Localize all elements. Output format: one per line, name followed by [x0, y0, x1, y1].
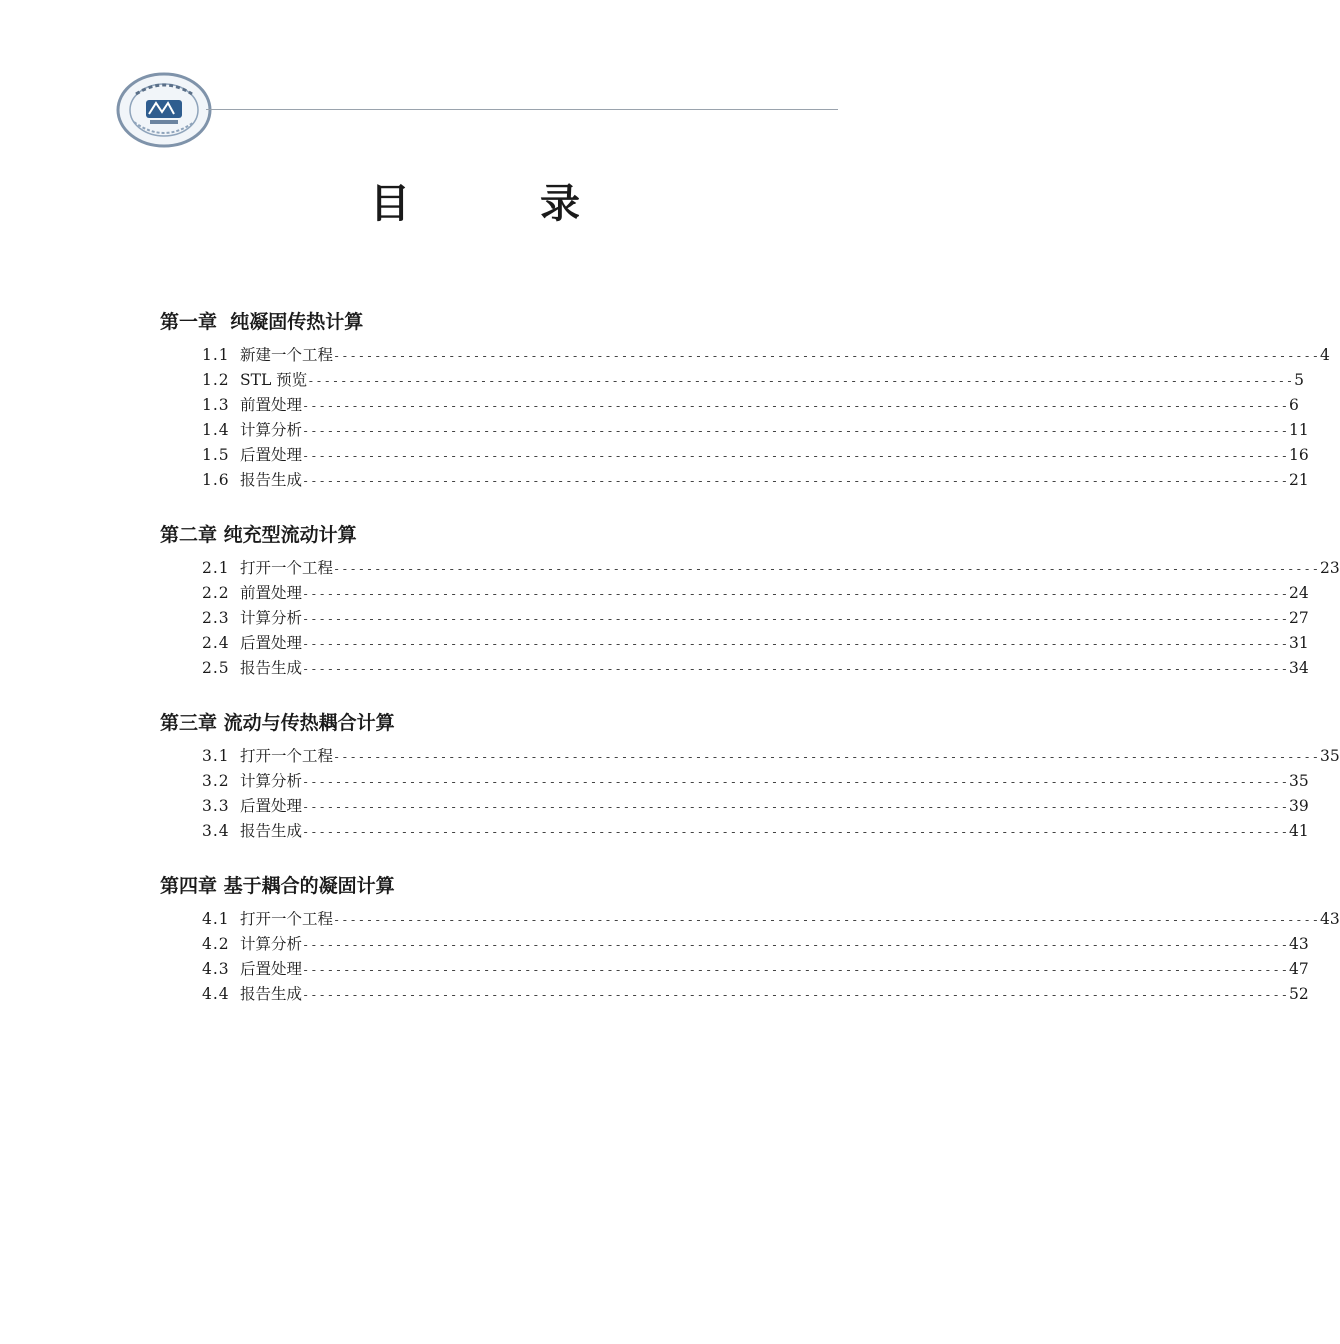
dot-leader: ------------------------------------------------------------------------------------------------------------------------: [302, 612, 1289, 626]
entry-number: 1.6: [202, 471, 230, 489]
toc-entry[interactable]: [202, 794, 1309, 819]
entry-number: 1.2: [202, 371, 230, 389]
entry-number: 3.3: [202, 797, 230, 815]
dot-leader: ------------------------------------------------------------------------------------------------------------------------: [333, 562, 1320, 576]
toc-entry[interactable]: [202, 819, 1309, 844]
toc-entry[interactable]: [202, 418, 1309, 443]
entry-number: 1.3: [202, 396, 230, 414]
entry-label: 计算分析: [240, 772, 303, 790]
page-title: 目 录: [370, 181, 638, 227]
entry-label: 打开一个工程: [240, 559, 334, 577]
chapter-title[interactable]: 第四章 基于耦合的凝固计算: [160, 875, 395, 897]
entry-label: 打开一个工程: [240, 747, 334, 765]
dot-leader: ------------------------------------------------------------------------------------------------------------------------: [302, 775, 1289, 789]
toc-chapter: [160, 870, 1340, 1007]
entry-page: 4: [1319, 346, 1330, 364]
dot-leader: ------------------------------------------------------------------------------------------------------------------------: [302, 800, 1289, 814]
toc-entry[interactable]: [202, 343, 1330, 368]
entry-label: 计算分析: [240, 609, 303, 627]
entry-page: 34: [1288, 659, 1309, 677]
toc-entry[interactable]: [202, 468, 1309, 493]
entry-number: 4.4: [202, 985, 230, 1003]
entry-page: 43: [1288, 935, 1309, 953]
entry-number: 4.2: [202, 935, 230, 953]
dot-leader: ------------------------------------------------------------------------------------------------------------------------: [333, 913, 1320, 927]
entry-label: 前置处理: [240, 396, 303, 414]
entry-page: 39: [1288, 797, 1309, 815]
entry-label: 报告生成: [240, 822, 303, 840]
toc-entry[interactable]: [202, 631, 1309, 656]
toc-entry[interactable]: [202, 393, 1299, 418]
dot-leader: ------------------------------------------------------------------------------------------------------------------------: [302, 988, 1289, 1002]
entry-number: 2.2: [202, 584, 230, 602]
toc-chapter: [160, 519, 1340, 681]
toc-entry[interactable]: [202, 907, 1340, 932]
entry-page: 35: [1319, 747, 1340, 765]
toc-chapter: [160, 707, 1340, 844]
entry-page: 6: [1288, 396, 1299, 414]
toc-chapter: [160, 306, 1330, 493]
entry-label: 报告生成: [240, 985, 303, 1003]
table-of-contents: [160, 306, 1340, 1033]
dot-leader: ------------------------------------------------------------------------------------------------------------------------: [302, 637, 1289, 651]
university-seal-icon: [116, 72, 212, 148]
entry-label: 前置处理: [240, 584, 303, 602]
toc-entry[interactable]: [202, 769, 1309, 794]
toc-entry[interactable]: [202, 932, 1309, 957]
entry-page: 24: [1288, 584, 1309, 602]
entry-label: 后置处理: [240, 634, 303, 652]
entry-number: 3.1: [202, 747, 230, 765]
chapter-title[interactable]: 第一章 纯凝固传热计算: [160, 311, 364, 333]
entry-label: 报告生成: [240, 659, 303, 677]
entry-page: 27: [1288, 609, 1309, 627]
entry-page: 5: [1294, 371, 1305, 389]
entry-page: 11: [1288, 421, 1309, 439]
dot-leader: ------------------------------------------------------------------------------------------------------------------------: [302, 424, 1289, 438]
entry-number: 2.5: [202, 659, 230, 677]
entry-page: 35: [1288, 772, 1309, 790]
entry-label: 后置处理: [240, 960, 303, 978]
entry-label: 计算分析: [240, 421, 303, 439]
entry-number: 3.4: [202, 822, 230, 840]
entry-page: 16: [1288, 446, 1309, 464]
toc-entry[interactable]: [202, 581, 1309, 606]
entry-page: 21: [1288, 471, 1309, 489]
entry-label: 报告生成: [240, 471, 303, 489]
header-rule: [206, 109, 838, 110]
chapter-title[interactable]: 第三章 流动与传热耦合计算: [160, 712, 395, 734]
dot-leader: ------------------------------------------------------------------------------------------------------------------------: [302, 963, 1289, 977]
entry-number: 4.1: [202, 910, 230, 928]
dot-leader: ------------------------------------------------------------------------------------------------------------------------: [302, 938, 1289, 952]
entry-page: 52: [1288, 985, 1309, 1003]
entry-page: 31: [1288, 634, 1309, 652]
entry-number: 1.1: [202, 346, 230, 364]
entry-number: 3.2: [202, 772, 230, 790]
toc-entry[interactable]: [202, 606, 1309, 631]
entry-page: 41: [1288, 822, 1309, 840]
entry-number: 2.4: [202, 634, 230, 652]
entry-page: 23: [1319, 559, 1340, 577]
toc-entry[interactable]: [202, 656, 1309, 681]
toc-entry[interactable]: [202, 982, 1309, 1007]
dot-leader: ------------------------------------------------------------------------------------------------------------------------: [302, 399, 1289, 413]
dot-leader: ------------------------------------------------------------------------------------------------------------------------: [302, 825, 1289, 839]
dot-leader: ------------------------------------------------------------------------------------------------------------------------: [302, 587, 1289, 601]
entry-number: 1.5: [202, 446, 230, 464]
entry-number: 2.1: [202, 559, 230, 577]
toc-entry[interactable]: [202, 744, 1340, 769]
entry-label: 后置处理: [240, 446, 303, 464]
dot-leader: ------------------------------------------------------------------------------------------------------------------------: [307, 374, 1295, 388]
entry-page: 47: [1288, 960, 1309, 978]
entry-label: 计算分析: [240, 935, 303, 953]
toc-entry[interactable]: [202, 368, 1305, 393]
dot-leader: ------------------------------------------------------------------------------------------------------------------------: [302, 449, 1289, 463]
chapter-title[interactable]: 第二章 纯充型流动计算: [160, 524, 357, 546]
entry-number: 4.3: [202, 960, 230, 978]
toc-entry[interactable]: [202, 556, 1340, 581]
entry-number: 1.4: [202, 421, 230, 439]
dot-leader: ------------------------------------------------------------------------------------------------------------------------: [302, 474, 1289, 488]
entry-label: 打开一个工程: [240, 910, 334, 928]
dot-leader: ------------------------------------------------------------------------------------------------------------------------: [333, 750, 1320, 764]
toc-entry[interactable]: [202, 957, 1309, 982]
toc-entry[interactable]: [202, 443, 1309, 468]
dot-leader: ------------------------------------------------------------------------------------------------------------------------: [302, 662, 1289, 676]
entry-number: 2.3: [202, 609, 230, 627]
entry-label: 后置处理: [240, 797, 303, 815]
entry-label: STL 预览: [240, 371, 308, 389]
entry-label: 新建一个工程: [240, 346, 334, 364]
entry-page: 43: [1319, 910, 1340, 928]
dot-leader: ------------------------------------------------------------------------------------------------------------------------: [333, 349, 1320, 363]
